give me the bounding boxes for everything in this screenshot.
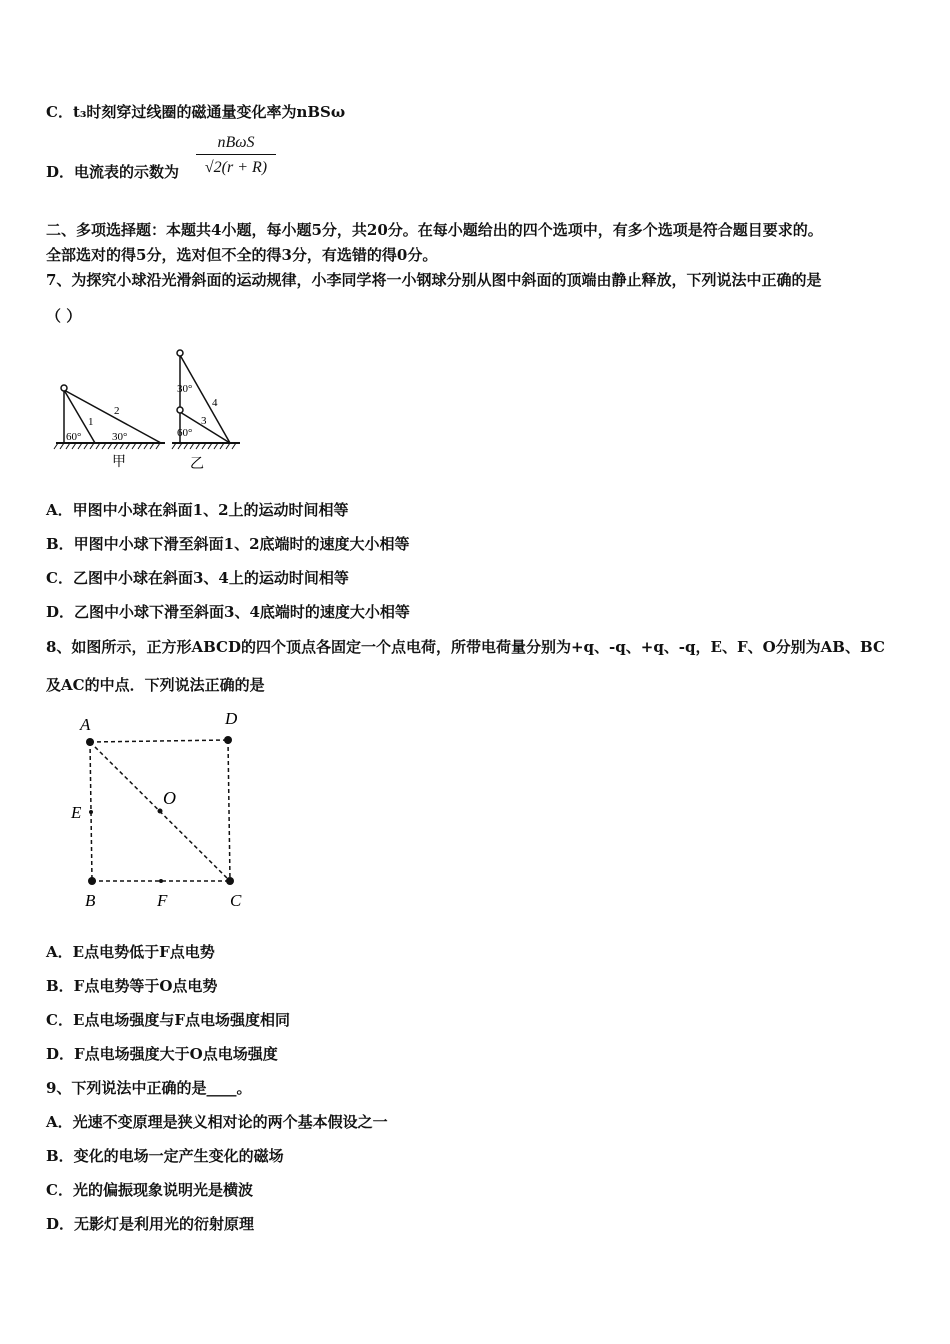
- q7-stem-line1: 7、为探究小球沿光滑斜面的运动规律，小李同学将一小钢球分别从图中斜面的顶端由静止释放，下列说法中正确的是: [46, 271, 822, 289]
- point-f: [159, 879, 163, 883]
- q8-option-b: B．F点电势等于O点电势: [46, 977, 218, 995]
- label-c: C: [230, 891, 242, 910]
- figure-yi: [172, 350, 240, 472]
- q8-option-c: C．E点电场强度与F点电场强度相同: [46, 1011, 291, 1029]
- label-b: B: [85, 891, 96, 910]
- yi-label-3: 3: [201, 415, 207, 427]
- q7-option-d: D．乙图中小球下滑至斜面3、4底端时的速度大小相等: [46, 603, 410, 621]
- option-d-fraction: [196, 134, 276, 177]
- q9-option-b: B．变化的电场一定产生变化的磁场: [46, 1147, 284, 1165]
- jia-angle-30: 30°: [112, 431, 128, 443]
- q8-stem-line1: 8、如图所示，正方形ABCD的四个顶点各固定一个点电荷，所带电荷量分别为+q、-q、+q、-q，E、F、O分别为AB、BC: [46, 638, 885, 656]
- q8-figure-square: [65, 706, 255, 911]
- point-c: [226, 877, 234, 885]
- jia-label-1: 1: [88, 416, 94, 428]
- section2-heading-line1: 二、多项选择题：本题共4小题，每小题5分，共20分。在每小题给出的四个选项中，有多个选项是符合题目要求的。: [46, 221, 823, 239]
- point-b: [88, 877, 96, 885]
- jia-label-2: 2: [114, 405, 120, 417]
- q7-stem-line2: （ ）: [46, 307, 82, 325]
- q8-option-a: A．E点电势低于F点电势: [46, 943, 215, 961]
- yi-angle-60: 60°: [177, 427, 193, 439]
- yi-caption: 乙: [190, 457, 204, 472]
- q7-option-a: A．甲图中小球在斜面1、2上的运动时间相等: [46, 501, 349, 519]
- q9-option-d: D．无影灯是利用光的衍射原理: [46, 1215, 255, 1233]
- section2-heading-line2: 全部选对的得5分，选对但不全的得3分，有选错的得0分。: [46, 246, 438, 264]
- yi-label-4: 4: [212, 397, 218, 409]
- q7-option-b: B．甲图中小球下滑至斜面1、2底端时的速度大小相等: [46, 535, 410, 553]
- fraction-numerator: nBωS: [196, 134, 276, 155]
- q9-stem: 9、下列说法中正确的是____。: [46, 1079, 252, 1097]
- label-d: D: [225, 709, 238, 728]
- q9-option-c: C．光的偏振现象说明光是横波: [46, 1181, 253, 1199]
- label-a: A: [80, 715, 91, 734]
- label-f: F: [157, 891, 168, 910]
- jia-angle-60: 60°: [66, 431, 82, 443]
- option-c-prev: C．t₃时刻穿过线圈的磁通量变化率为nBSω: [46, 103, 346, 121]
- yi-angle-30: 30°: [177, 383, 193, 395]
- point-a: [86, 738, 94, 746]
- q8-option-d: D．F点电场强度大于O点电场强度: [46, 1045, 278, 1063]
- label-o: O: [163, 788, 176, 808]
- point-d: [224, 736, 232, 744]
- jia-caption: 甲: [112, 455, 126, 470]
- label-e: E: [71, 803, 82, 822]
- q7-option-c: C．乙图中小球在斜面3、4上的运动时间相等: [46, 569, 349, 587]
- figure-jia: [54, 385, 165, 470]
- q8-stem-line2: 及AC的中点．下列说法正确的是: [46, 676, 265, 694]
- q9-option-a: A．光速不变原理是狭义相对论的两个基本假设之一: [46, 1113, 388, 1131]
- point-o: [158, 809, 163, 814]
- option-d-prev-label: D．电流表的示数为: [46, 163, 180, 181]
- fraction-denominator: √2(r + R): [204, 159, 268, 176]
- point-e: [89, 810, 93, 814]
- q7-figure-inclines: [40, 340, 250, 475]
